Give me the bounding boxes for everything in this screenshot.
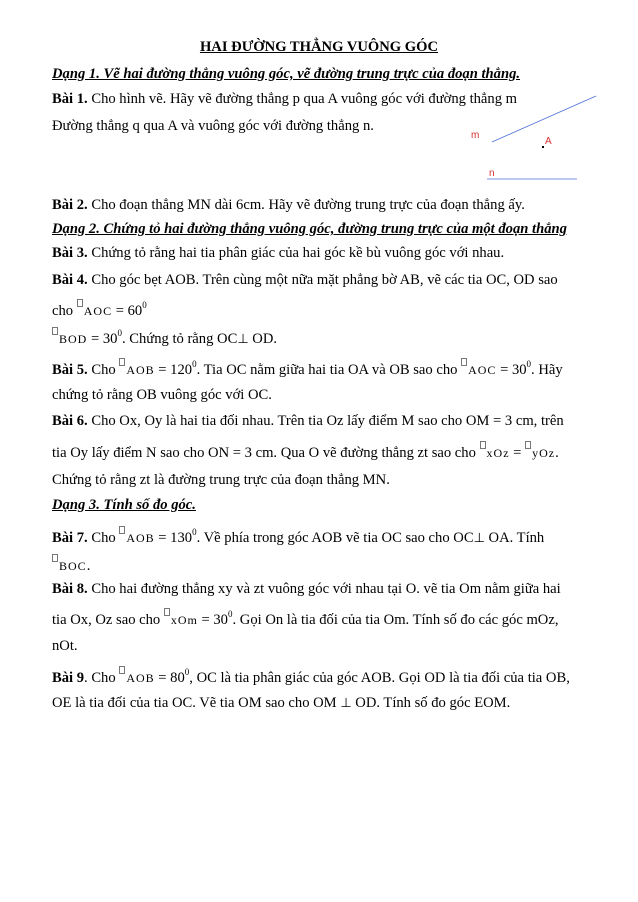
angle-xom [164, 608, 198, 630]
exercise-label: Bài 6. [52, 413, 88, 429]
exercise-label: Bài 3. [52, 245, 88, 261]
exercise-4-line-2 [52, 299, 147, 321]
angle-xoz [480, 441, 510, 463]
section-heading-3: Dạng 3. Tính số đo góc. [52, 497, 196, 513]
exercise-4-line-1 [52, 270, 558, 290]
exercise-2 [52, 195, 525, 215]
text-run: . Về phía trong góc AOB vẽ tia OC sao cho OC [196, 530, 474, 546]
angle-label: AOB [126, 531, 155, 545]
perpendicular-icon: ⊥ [237, 331, 249, 346]
text-run: OD. Tính số đo góc EOM. [351, 695, 511, 711]
exercise-5-line-2: chứng tỏ rằng OB vuông góc với OC. [52, 387, 272, 403]
text-run: = 30 [197, 612, 228, 628]
exercise-1-line-2: Đường thẳng q qua A và vuông góc với đường thẳng n. [52, 118, 374, 134]
angle-label: BOC [59, 559, 87, 573]
text-run: , OC là tia phân giác của góc AOB. Gọi OD là tia đối của tia OB, [189, 670, 570, 686]
text-run: OA. Tính [484, 530, 545, 546]
text-run: . Tia OC nằm giữa hai tia OA và OB sao cho [196, 362, 462, 378]
text-run: = 80 [154, 670, 185, 686]
exercise-7-line-2 [52, 554, 90, 576]
point-a [542, 146, 544, 148]
text-run: OD. [248, 331, 278, 347]
angle-aoc [461, 358, 496, 380]
text-run: Cho [87, 530, 120, 546]
degree-sign: 0 [526, 359, 532, 369]
degree-sign: 0 [192, 359, 197, 369]
angle-label: AOB [126, 671, 155, 685]
exercise-text: Cho góc bẹt AOB. Trên cùng một nữa mặt phẳng bờ AB, vẽ các tia OC, OD sao [87, 272, 558, 288]
angle-label: BOD [59, 332, 88, 346]
exercise-text: Cho Ox, Oy là hai tia đối nhau. Trên tia Oz lấy điểm M sao cho OM = 3 cm, trên [87, 413, 564, 429]
angle-mark-icon [119, 666, 125, 674]
angle-label: xOm [170, 613, 198, 627]
page-title: HAI ĐƯỜNG THẲNG VUÔNG GÓC [199, 39, 439, 55]
exercise-label: Bài 8. [52, 581, 88, 597]
text-run: = 60 [112, 303, 143, 319]
angle-yoz [525, 441, 555, 463]
degree-sign: 0 [192, 527, 197, 537]
angle-aob [119, 666, 154, 688]
angle-label: xOz [486, 446, 510, 460]
exercise-4-line-3 [52, 327, 277, 349]
angle-mark-icon [525, 441, 531, 449]
exercise-text: Cho hình vẽ. Hãy vẽ đường thẳng p qua A vuông góc với đường thẳng m [87, 91, 517, 107]
angle-mark-icon [461, 358, 467, 366]
text-run: tia Ox, Oz sao cho [52, 612, 164, 628]
angle-boc [52, 554, 87, 576]
exercise-8-line-3: nOt. [52, 638, 78, 654]
text-run: Cho [87, 362, 120, 378]
figure-label-n: n [489, 168, 495, 179]
text-run: . Gọi On là tia đối của tia Om. Tính số đo các góc mOz, [232, 612, 559, 628]
exercise-8-line-1 [52, 579, 561, 599]
perpendicular-icon: ⊥ [340, 695, 352, 710]
text-run: cho [52, 303, 77, 319]
angle-mark-icon [77, 299, 83, 307]
angle-label: AOC [468, 363, 497, 377]
degree-sign: 0 [227, 609, 233, 619]
exercise-7-line-1 [52, 526, 544, 548]
figure-label-m: m [471, 130, 480, 141]
exercise-label: Bài 1. [52, 91, 88, 107]
angle-aob [119, 526, 154, 548]
text-run: . [86, 558, 91, 574]
angle-label: yOz [532, 446, 556, 460]
figure-label-a: A [545, 136, 552, 147]
angle-mark-icon [52, 327, 58, 335]
exercise-label: Bài 5. [52, 362, 88, 378]
degree-sign: 0 [117, 328, 122, 338]
line-m [492, 96, 596, 142]
exercise-6-line-1 [52, 411, 564, 431]
exercise-text: Cho hai đường thẳng xy và zt vuông góc với nhau tại O. vẽ tia Om nằm giữa hai [87, 581, 561, 597]
exercise-label: Bài 7. [52, 530, 88, 546]
degree-sign: 0 [184, 667, 190, 677]
angle-aob [119, 358, 154, 380]
text-run: = [509, 445, 526, 461]
text-run: . [555, 445, 559, 461]
angle-aoc [77, 299, 112, 321]
section-heading-2: Dạng 2. Chứng tỏ hai đường thẳng vuông góc, đường trung trực của một đoạn thẳng [52, 221, 567, 237]
angle-mark-icon [164, 608, 170, 616]
exercise-label: Bài 2. [52, 197, 88, 213]
perpendicular-icon: ⊥ [473, 530, 485, 545]
angle-label: AOC [83, 304, 113, 318]
text-run: = 30 [496, 362, 527, 378]
text-run: OE là tia đối của tia OC. Vẽ tia OM sao cho OM [52, 695, 341, 711]
exercise-3 [52, 243, 504, 263]
text-run: . Cho [84, 670, 120, 686]
text-run: = 30 [87, 331, 118, 347]
text-run: tia Oy lấy điểm N sao cho ON = 3 cm. Qua O vẽ đường thẳng zt sao cho [52, 445, 480, 461]
exercise-6-line-2 [52, 441, 559, 463]
angle-mark-icon [52, 554, 58, 562]
angle-mark-icon [119, 526, 125, 534]
exercise-9-line-1 [52, 666, 570, 688]
degree-sign: 0 [142, 300, 147, 310]
exercise-label: Bài 9 [52, 670, 85, 686]
exercise-9-line-2 [52, 693, 510, 713]
exercise-8-line-2 [52, 608, 558, 630]
angle-label: AOB [126, 363, 155, 377]
text-run: . Hãy [531, 362, 563, 378]
text-run: . Chứng tỏ rằng OC [121, 331, 238, 347]
exercise-5-line-1 [52, 358, 563, 380]
section-heading-1: Dạng 1. Vẽ hai đường thẳng vuông góc, vẽ đường trung trực của đoạn thẳng. [52, 66, 521, 82]
geometry-figure [460, 92, 600, 187]
exercise-1-line-1 [52, 89, 517, 109]
exercise-6-line-3: Chứng tỏ rằng zt là đường trung trực của đoạn thẳng MN. [52, 472, 390, 488]
exercise-label: Bài 4. [52, 272, 88, 288]
angle-bod [52, 327, 87, 349]
exercise-text: Chứng tỏ rằng hai tia phân giác của hai góc kề bù vuông góc với nhau. [87, 245, 505, 261]
angle-mark-icon [119, 358, 125, 366]
angle-mark-icon [480, 441, 486, 449]
text-run: = 130 [154, 530, 193, 546]
text-run: = 120 [154, 362, 193, 378]
exercise-text: Cho đoạn thẳng MN dài 6cm. Hãy vẽ đường trung trực của đoạn thẳng ấy. [87, 197, 525, 213]
